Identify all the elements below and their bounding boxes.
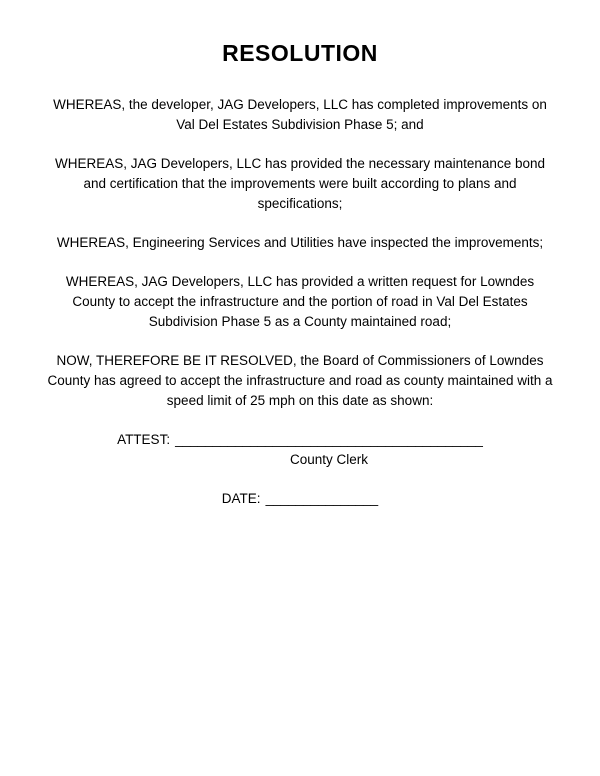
date-section (46, 489, 554, 509)
attest-signature-area (175, 430, 483, 470)
attest-section (46, 430, 554, 470)
document-title: RESOLUTION (222, 40, 378, 66)
paragraph-whereas-4: WHEREAS, JAG Developers, LLC has provided a written request for Lowndes County to accept the infrastructure and the portion of road in Val Del Estates Subdivision Phase 5 as a County maintained road; (65, 273, 535, 329)
county-clerk-label: County Clerk (289, 451, 369, 467)
paragraph-whereas-3: WHEREAS, Engineering Services and Utilities have inspected the improvements; (56, 234, 544, 250)
attest-signature-line: _________________________________________ (175, 431, 483, 447)
date-line: _______________ (265, 490, 379, 506)
date-label: DATE: (221, 490, 261, 506)
attest-label: ATTEST: (117, 431, 171, 447)
paragraph-resolved: NOW, THEREFORE BE IT RESOLVED, the Board of Commissioners of Lowndes County has agreed to accept the infrastructure and road as county maintained with a speed limit of 25 mph on this date as shown: (47, 352, 553, 408)
paragraph-whereas-1: WHEREAS, the developer, JAG Developers, LLC has completed improvements on Val Del Estates Subdivision Phase 5; and (53, 97, 547, 132)
paragraph-whereas-2: WHEREAS, JAG Developers, LLC has provided the necessary maintenance bond and certification that the improvements were built according to plans and specifications; (54, 155, 545, 211)
